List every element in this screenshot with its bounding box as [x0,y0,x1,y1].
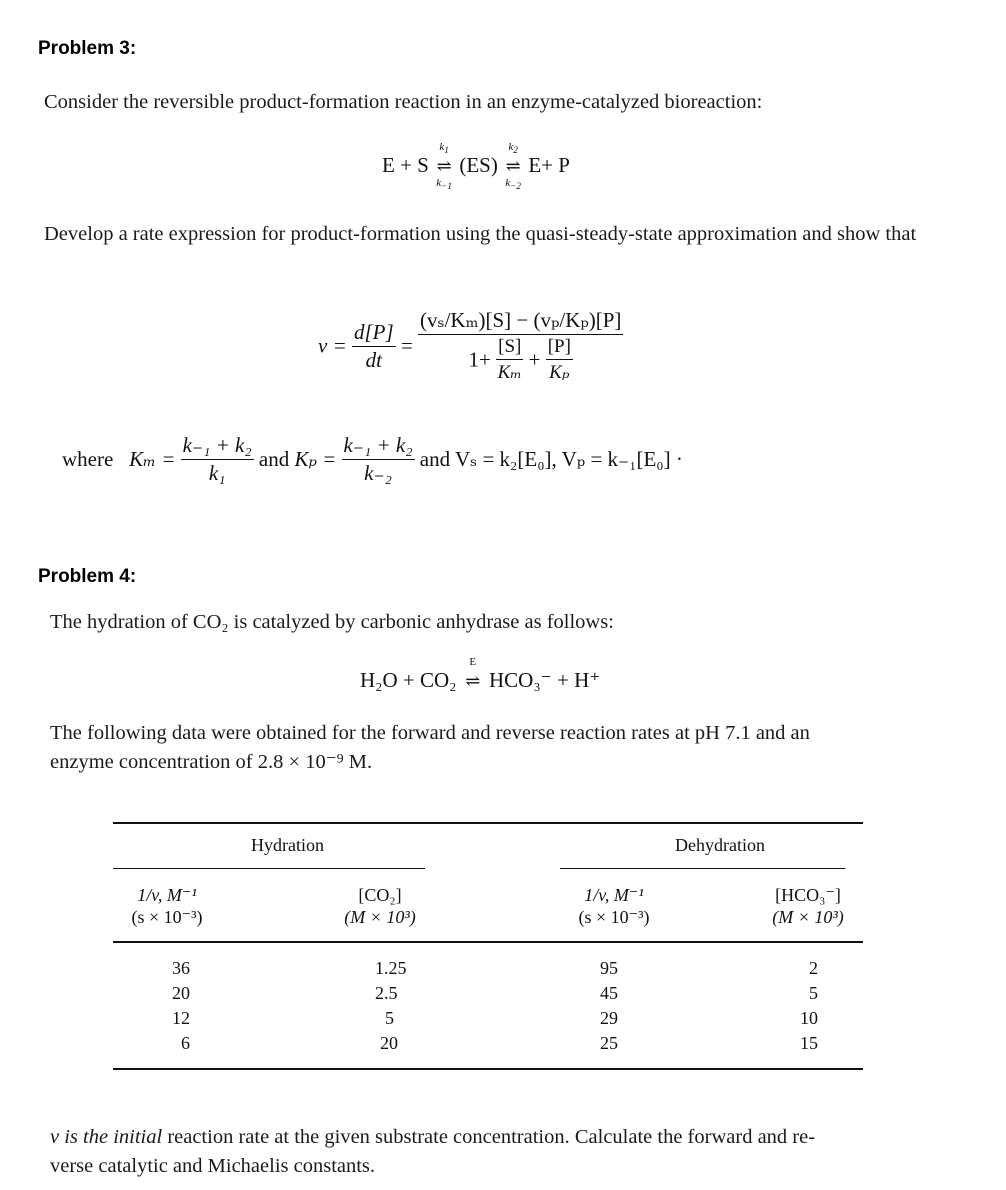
dehydration-rate-cell: 45 [600,983,618,1003]
group-header-hydration: Hydration [251,835,324,855]
col-header-hydration-rate: 1/v, M⁻¹ (s × 10⁻³) [131,885,203,927]
where-word: where [62,447,114,471]
km-label: Kₘ = [129,447,176,471]
rate-denominator: 1+ $\frac{[S]}{\text{Kₘ}}$ + $\frac{[P]}{\text{Kₚ}}$ [468,336,571,383]
vs-vp-definitions: and Vₛ = k₂[E₀], Vₚ = k₋₁[E₀] · [419,447,683,471]
dehydration-rate-cell: 95 [600,958,618,978]
hydration-rate-cell: 12 [172,1008,190,1028]
problem-3-task: Develop a rate expression for product-formation using the quasi-steady-state approximation and show that [44,223,917,245]
rate-equation: v = $\frac{d[P]}{dt}$ = (vₛ/Kₘ)[S] − (vₚ/Kₚ)[P] 1+ $\frac{[S]}{\text{Kₘ}}$ + $\frac{[P]}{\text{Kₚ}}$ [318,308,622,383]
kp-label: Kₚ = [294,447,337,471]
problem-4-data-text [50,719,980,777]
problem-4-intro: The hydration of CO₂ is catalyzed by carbonic anhydrase as follows: [50,611,614,633]
col-header-dehydration-rate: 1/v, M⁻¹ (s × 10⁻³) [578,885,650,927]
hco3-cell: 2 [809,958,818,978]
co2-cell: 20 [380,1033,398,1053]
hydration-left: H₂O + CO₂ [360,668,457,692]
footer-line-1: v is the initial reaction rate at the given substrate concentration. Calculate the forward and re- [50,1126,816,1148]
kp-fraction: $\frac{\text{k₋₁ + k₂}}{\text{k₋₂}}$ [343,433,413,485]
problem-3-intro: Consider the reversible product-formation reaction in an enzyme-catalyzed bioreaction: [44,91,763,113]
hydration-rate-cell: 6 [181,1033,190,1053]
reversible-arrow-1: $k_1$ ⇌ $k_{-1}$ [436,141,452,191]
km-fraction: $\frac{\text{k₋₁ + k₂}}{\text{k₁}}$ [182,433,252,485]
dehydration-group-rule [560,868,845,869]
table-top-rule [113,822,863,824]
co2-cell: 5 [385,1008,394,1028]
group-header-dehydration: Dehydration [675,835,765,855]
reversible-arrow-2: $k_2$ ⇌ $k_{-2}$ [505,141,521,191]
table-bottom-rule [113,1068,863,1070]
col-header-hco3: [HCO₃⁻] (M × 10³) [772,885,844,927]
reaction-left: E + S [382,153,429,177]
problem-4-heading: Problem 4: [38,566,137,587]
dehydration-rate-cell: 25 [600,1033,618,1053]
table-header-rule [113,941,863,943]
hco3-cell: 5 [809,983,818,1003]
rate-numerator: (vₛ/Kₘ)[S] − (vₚ/Kₚ)[P] [418,308,623,335]
data-text-line-2: enzyme concentration of 2.8 × 10⁻⁹ M. [50,751,373,773]
where-clause [62,433,683,486]
rate-fraction [418,308,623,384]
hydration-group-rule [113,868,425,869]
co2-cell: 2.5 [375,983,398,1003]
hydration-rate-cell: 36 [172,958,190,978]
dehydration-rate-cell: 29 [600,1008,618,1028]
footer-line-2: verse catalytic and Michaelis constants. [50,1155,376,1177]
reaction-complex: (ES) [459,153,498,177]
problem-3-heading: Problem 3: [38,38,137,59]
co2-cell: 1.25 [375,958,407,978]
hydration-right: HCO₃⁻ + H⁺ [489,668,601,692]
col-header-co2: [CO₂] (M × 10³) [344,885,416,927]
rate-v: v = [318,333,347,358]
hco3-cell: 15 [800,1033,818,1053]
rate-derivative: $\frac{d[P]}{dt}$ [354,319,394,372]
and-word-1: and [258,447,290,471]
problem-4-footer [50,1123,980,1181]
catalyzed-arrow: E ⇌ [465,656,481,691]
problem-3-reaction [382,141,570,191]
hydration-reaction [360,656,601,693]
hydration-rate-cell: 20 [172,983,190,1003]
hco3-cell: 10 [800,1008,818,1028]
reaction-right: E+ P [528,153,570,177]
data-text-line-1: The following data were obtained for the forward and reverse reaction rates at pH 7.1 and an [50,722,810,744]
